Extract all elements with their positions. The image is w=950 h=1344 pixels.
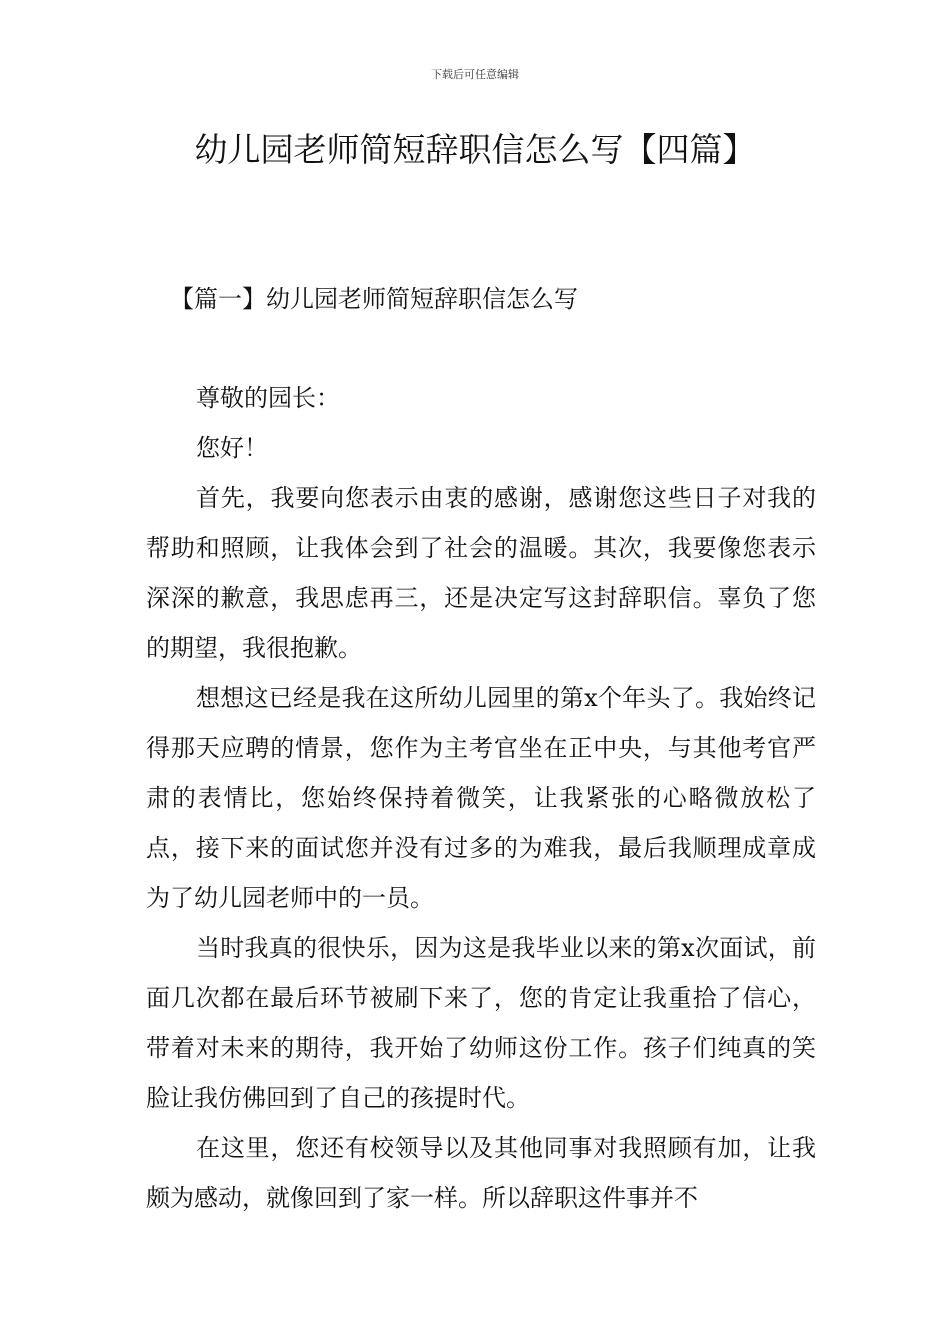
paragraph: 在这里，您还有校领导以及其他同事对我照顾有加，让我颇为感动，就像回到了家一样。所以辞职这件事并不 [146, 1134, 816, 1212]
letter-body [146, 373, 816, 1223]
document-title: 幼儿园老师简短辞职信怎么写【四篇】 [194, 130, 756, 169]
header-note: 下载后可任意编辑 [431, 68, 519, 81]
greeting: 您好！ [196, 434, 268, 462]
paragraph: 首先，我要向您表示由衷的感谢，感谢您这些日子对我的帮助和照顾，让我体会到了社会的温暖。其次，我要像您表示深深的歉意，我思虑再三，还是决定写这封辞职信。辜负了您的期望，我很抱歉。 [146, 484, 816, 662]
paragraph: 当时我真的很快乐，因为这是我毕业以来的第x次面试，前面几次都在最后环节被刷下来了，您的肯定让我重拾了信心，带着对未来的期待，我开始了幼师这份工作。孩子们纯真的笑脸让我仿佛回到了自己的孩提时代。 [146, 934, 816, 1112]
paragraph: 想想这已经是我在这所幼儿园里的第x个年头了。我始终记得那天应聘的情景，您作为主考官坐在正中央，与其他考官严肃的表情比，您始终保持着微笑，让我紧张的心略微放松了点，接下来的面试您并没有过多的为难我，最后我顺理成章成为了幼儿园老师中的一员。 [146, 684, 816, 912]
section-heading: 【篇一】幼儿园老师简短辞职信怎么写 [170, 285, 578, 313]
salutation: 尊敬的园长： [196, 384, 340, 412]
